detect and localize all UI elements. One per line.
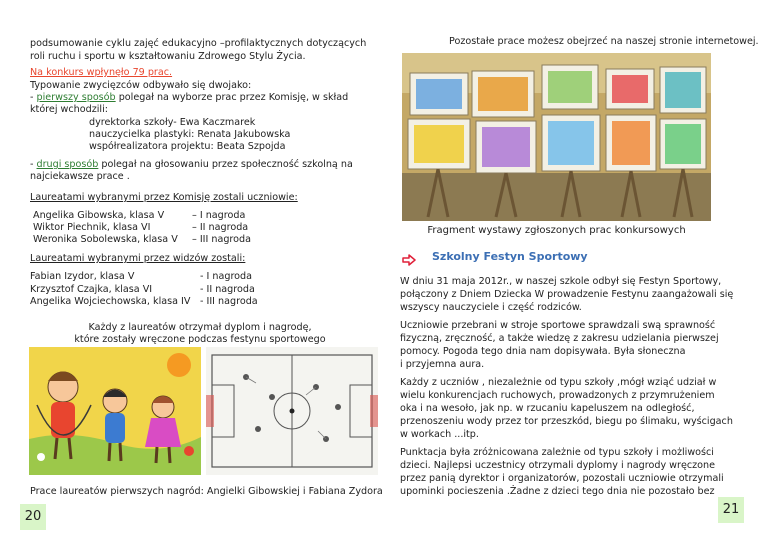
section-title: Szkolny Festyn Sportowy — [432, 250, 588, 263]
intro-line-2: roli ruchu i sportu w kształtowaniu Zdrowego Stylu Życia. — [30, 51, 306, 62]
winner-name: Fabian Izydor, klasa V — [30, 271, 135, 282]
winner-prize: - III nagroda — [200, 296, 258, 307]
commission-member: dyrektorka szkoły- Ewa Kaczmarek — [89, 117, 256, 128]
right-arrow-icon — [402, 251, 416, 263]
football-field-drawing-photo — [206, 347, 378, 475]
exhibition-photo — [402, 53, 711, 221]
winner-painting-photo — [29, 347, 201, 475]
commission-member: nauczycielka plastyki: Renata Jakubowska — [89, 129, 291, 140]
winner-prize: – II nagroda — [192, 222, 249, 233]
winner-prize: - I nagroda — [200, 271, 253, 282]
paragraph-line: upominki pocieszenia .Żadne z dzieci tego dnia nie pozostało bez — [400, 486, 715, 497]
paragraph-line: wszyscy nauczyciele i część rodziców. — [400, 302, 582, 313]
winner-prize: – III nagroda — [192, 234, 252, 245]
paragraph-line: W dniu 31 maja 2012r., w naszej szkole odbył się Festyn Sportowy, — [400, 276, 722, 287]
exhibition-caption: Fragment wystawy zgłoszonych prac konkursowych — [427, 225, 686, 236]
paragraph-line: i przyjemna aura. — [400, 359, 485, 370]
page-number-right: 21 — [718, 497, 744, 523]
paragraph-line: oka i na wesoło, jak np. w rzucaniu kapeluszem na odległość, — [400, 403, 695, 414]
intro-line-1: podsumowanie cyklu zajęć edukacyjno –profilaktycznych dotyczących — [30, 38, 367, 49]
first-way-line-2: której wchodzili: — [30, 104, 108, 115]
paragraph-line: wielu konkurencjach ruchowych, prowadzonych z przymrużeniem — [400, 390, 715, 401]
award-note-line-2: które zostały wręczone podczas festynu sportowego — [74, 334, 326, 345]
winner-name: Wiktor Piechnik, klasa VI — [33, 222, 151, 233]
selection-intro: Typowanie zwycięzców odbywało się dwojako: — [30, 80, 252, 91]
exhibition-image — [402, 53, 711, 221]
winner-name: Angelika Wojciechowska, klasa IV — [30, 296, 191, 307]
first-way-link[interactable]: pierwszy sposób — [36, 92, 116, 103]
winner-name: Weronika Sobolewska, klasa V — [33, 234, 178, 245]
winner-name: Krzysztof Czajka, klasa VI — [30, 284, 153, 295]
page-number-left: 20 — [20, 504, 46, 530]
first-way-line — [30, 92, 348, 105]
second-way-line-2: najciekawsze prace . — [30, 171, 130, 182]
award-note-line-1: Każdy z laureatów otrzymał dyplom i nagrodę, — [88, 322, 312, 333]
second-way-rest: polegał na głosowaniu przez społeczność szkolną na — [98, 159, 353, 170]
second-way-link[interactable]: drugi sposób — [36, 159, 99, 170]
paragraph-line: Uczniowie przebrani w stroje sportowe sprawdzali swą sprawność — [400, 320, 716, 331]
commission-winners-heading: Laureatami wybranymi przez Komisję zostali uczniowie: — [30, 192, 298, 203]
paragraph-line: fizyczną, zręczność, a także wiedzę z zakresu udzielania pierwszej — [400, 333, 719, 344]
commission-member: współrealizatora projektu: Beata Szpojda — [89, 141, 286, 152]
paragraph-line: przez panią dyrektor i organizatorów, pozostali uczniowie otrzymali — [400, 473, 724, 484]
paragraph-line: w workach ...itp. — [400, 429, 479, 440]
first-way-rest: polegał na wyborze prac przez Komisję, w skład — [115, 92, 349, 103]
viewer-winners-heading: Laureatami wybranymi przez widzów zostali: — [30, 253, 246, 264]
paragraph-line: dzieci. Najlepsi uczestnicy otrzymali dyplomy i nagrody wręczone — [400, 460, 716, 471]
second-way-line — [30, 159, 353, 172]
football-field-image — [206, 347, 378, 475]
paragraph-line: przenoszeniu wody przez tor przeszkód, biegu po ślimaku, wyścigach — [400, 416, 733, 427]
winner-prize: – I nagroda — [192, 210, 246, 221]
painting-children-image — [29, 347, 201, 475]
paragraph-line: Każdy z uczniów , niezależnie od typu szkoły ,mógł wziąć udział w — [400, 377, 717, 388]
paragraph-line: połączony z Dniem Dziecka W prowadzenie Festynu zaangażowali się — [400, 289, 734, 300]
contest-count-link[interactable]: Na konkurs wpłynęło 79 prac. — [30, 67, 173, 78]
paragraph-line: Punktacja była zróżnicowana zależnie od typu szkoły i możliwości — [400, 447, 714, 458]
website-note: Pozostałe prace możesz obejrzeć na naszej stronie internetowej. — [449, 36, 759, 47]
winner-name: Angelika Gibowska, klasa V — [33, 210, 165, 221]
second-way-prefix: - — [30, 159, 37, 170]
winner-prize: - II nagroda — [200, 284, 255, 295]
first-way-prefix: - — [30, 92, 37, 103]
paragraph-line: pomocy. Pogoda tego dnia nam dopisywała. Była słoneczna — [400, 346, 686, 357]
left-photo-caption: Prace laureatów pierwszych nagród: Angielki Gibowskiej i Fabiana Zydora — [30, 486, 383, 497]
